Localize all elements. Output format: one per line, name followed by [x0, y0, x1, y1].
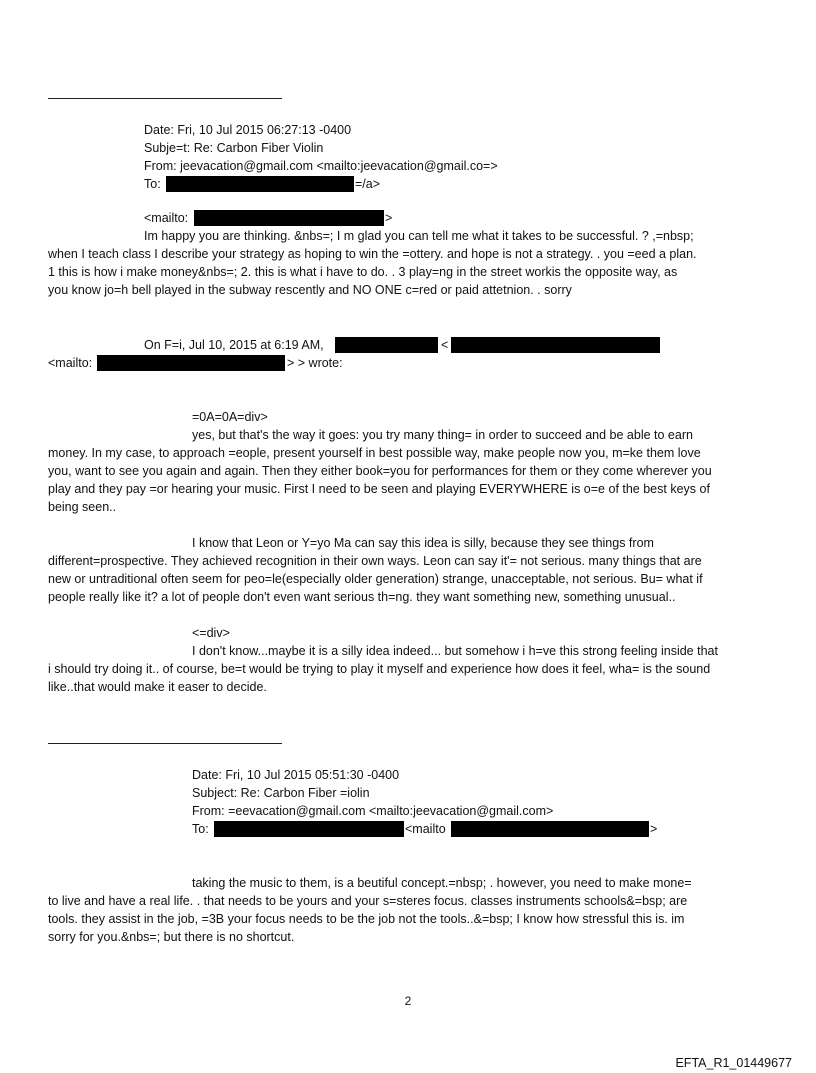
separator-rule-1 [48, 98, 282, 99]
quote-para3-line: i should try doing it.. of course, be=t would be trying to play it myself and experience how does it feel, wha= is the sound [48, 662, 711, 676]
email2-from: From: =eevacation@gmail.com <mailto:jeevacation@gmail.com> [192, 804, 554, 818]
email2-to-label: To: [192, 822, 209, 836]
email1-to-suffix: =/a> [355, 177, 381, 191]
quote-mailto-label: <mailto: [48, 356, 93, 370]
email1-date: Date: Fri, 10 Jul 2015 06:27:13 -0400 [144, 123, 352, 137]
email2-body-line: sorry for you.&nbs=; but there is no shortcut. [48, 930, 295, 944]
email2-body-first: taking the music to them, is a beutiful concept.=nbsp; . however, you need to make mone= [192, 876, 692, 890]
redaction-block [451, 337, 660, 353]
redaction-block [451, 821, 649, 837]
email1-mailto-label: <mailto: [144, 211, 189, 225]
redaction-block [97, 355, 285, 371]
quote-lt: < [441, 338, 449, 352]
bates-number: EFTA_R1_01449677 [675, 1056, 792, 1070]
page-number: 2 [404, 994, 412, 1008]
email1-from: From: jeevacation@gmail.com <mailto:jeevacation@gmail.co=> [144, 159, 498, 173]
quote-para1-first: yes, but that's the way it goes: you try many thing= in order to succeed and be able to earn [192, 428, 693, 442]
email1-mailto-suffix: > [385, 211, 393, 225]
quote-para3-line: like..that would make it easer to decide. [48, 680, 267, 694]
email1-subject: Subje=t: Re: Carbon Fiber Violin [144, 141, 324, 155]
email2-body-line: to live and have a real life. . that needs to be yours and your s=steres focus. classes instruments schools&=bsp; are [48, 894, 688, 908]
email2-mailto-suffix: > [650, 822, 658, 836]
quote-para2-first: I know that Leon or Y=yo Ma can say this idea is silly, because they see things from [192, 536, 654, 550]
email1-body-line: 1 this is how i make money&nbs=; 2. this is what i have to do. . 3 play=ng in the street workis the opposite way, as [48, 265, 678, 279]
email2-subject: Subject: Re: Carbon Fiber =iolin [192, 786, 370, 800]
redaction-block [214, 821, 404, 837]
email1-to-label: To: [144, 177, 161, 191]
email2-mailto-label: <mailto [405, 822, 446, 836]
quote-para1-line: play and they pay =or hearing your music. First I need to be seen and playing EVERYWHERE is o=e of the best keys of [48, 482, 710, 496]
quote-para2-line: new or untraditional often seem for peo=le(especially older generation) strange, unacceptable, not serious. Bu= what if [48, 572, 703, 586]
quote-div-marker: =0A=0A=div> [192, 410, 268, 424]
email1-body-line: you know jo=h bell played in the subway rescently and NO ONE c=red or paid attetnion. . sorry [48, 283, 572, 297]
quote-para1-line: being seen.. [48, 500, 117, 514]
email2-body-line: tools. they assist in the job, =3B your focus needs to be the job not the tools..&=bsp; I know how stressful this is. im [48, 912, 685, 926]
separator-rule-2 [48, 743, 282, 744]
quote-para1-line: you, want to see you again and again. Then they either book=you for performances for them or they come wherever you [48, 464, 712, 478]
quote-attribution: On F=i, Jul 10, 2015 at 6:19 AM, [144, 338, 324, 352]
email2-date: Date: Fri, 10 Jul 2015 05:51:30 -0400 [192, 768, 400, 782]
quote-wrote: > > wrote: [287, 356, 343, 370]
quote-para2-line: different=prospective. They achieved recognition in their own ways. Leon can say it'= not serious. many things that are [48, 554, 702, 568]
quote-para3-first: I don't know...maybe it is a silly idea indeed... but somehow i h=ve this strong feeling inside that [192, 644, 718, 658]
email1-body-line: when I teach class I describe your strategy as hoping to win the =ottery. and hope is not a strategy. . you =eed a plan. [48, 247, 697, 261]
redaction-block [335, 337, 438, 353]
quote-para1-line: money. In my case, to approach =eople, present yourself in best possible way, make people now you, m=ke them love [48, 446, 701, 460]
email1-body-line: Im happy you are thinking. &nbs=; I m glad you can tell me what it takes to be successful. ? ,=nbsp; [144, 229, 694, 243]
quote-div-close: <=div> [192, 626, 230, 640]
redaction-block [166, 176, 354, 192]
redaction-block [194, 210, 384, 226]
quote-para2-line: people really like it? a lot of people don't even want serious th=ng. they want something new, something unusual.. [48, 590, 676, 604]
